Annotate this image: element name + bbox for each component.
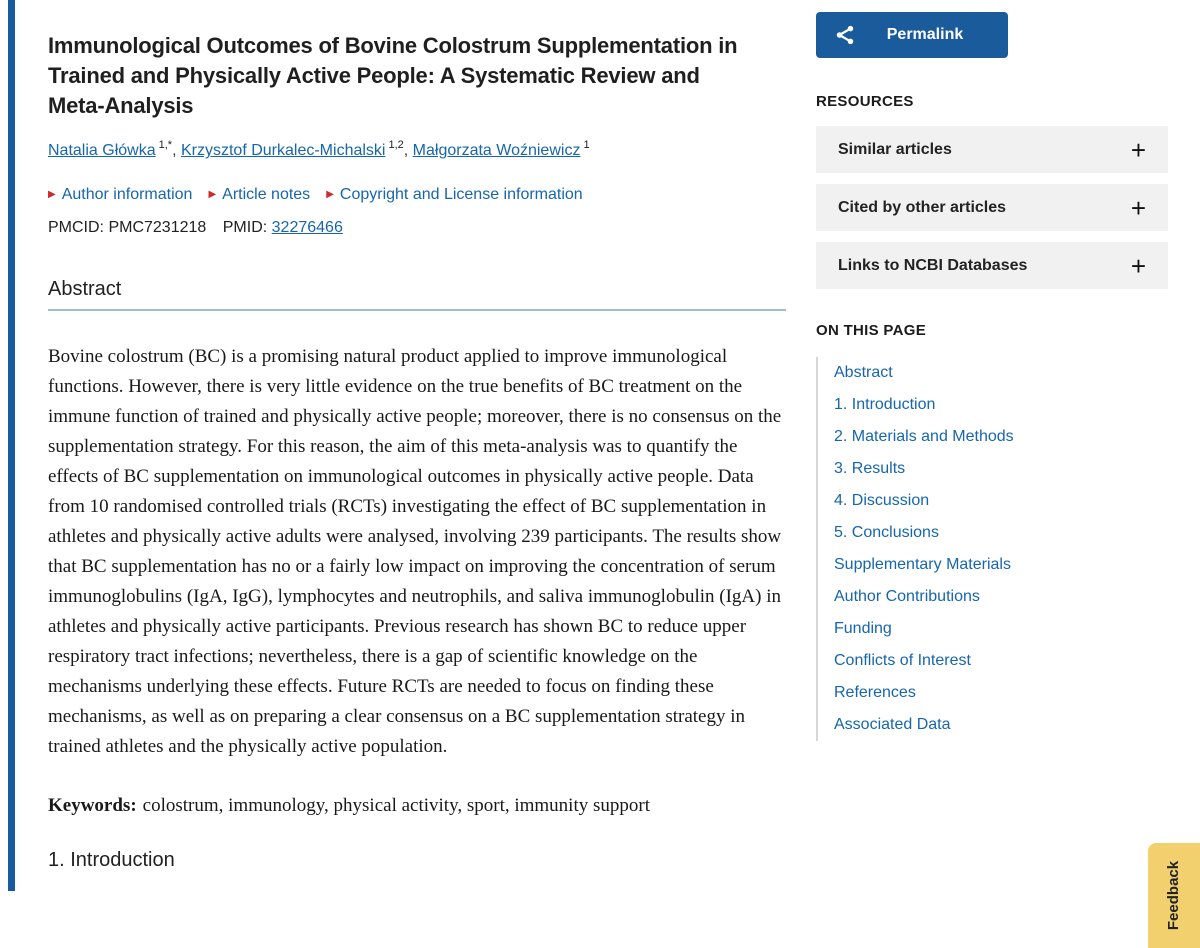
author-item (180, 139, 409, 160)
abstract-paragraph: Bovine colostrum (BC) is a promising natural product applied to improve immunological functions. However, there is very little evidence on the true benefits of BC treatment on the immune function of trained and physically active people; moreover, there is no consensus on the supplementation strategy. For this reason, the aim of this meta-analysis was to quantify the effects of BC supplementation on immunological outcomes in physically active people. Data from 10 randomised controlled trials (RCTs) investigating the effect of BC supplementation in athletes and physically active adults were analysed, involving 239 participants. The results show that BC supplementation has no or a fairly low impact on improving the concentration of serum immunoglobulins (IgA, IgG), lymphocytes and neutrophils, and saliva immunoglobulin (IgA) in athletes and physically active participants. Previous research has shown BC to reduce upper respiratory tract infections; nevertheless, there is a gap of scientific knowledge on the mechanisms underlying these effects. Future RCTs are needed to focus on finding these mechanisms, as well as on preparing a clear consensus on a BC supplementation strategy in trained athletes and the physically active population. (48, 346, 782, 758)
pmid-label: PMID: (222, 219, 268, 237)
resources-accordion-list (816, 126, 1168, 289)
toc-link-author-contributions[interactable]: Author Contributions (834, 588, 980, 605)
article-title: Immunological Outcomes of Bovine Colostrum Supplementation in Trained and Physically Active People: A Systematic Review and Meta-Analysis (48, 33, 738, 118)
article-ids-line (48, 219, 786, 237)
cited-by-accordion[interactable] (816, 184, 1168, 231)
pmcid-group (48, 219, 206, 236)
article-notes-link[interactable] (208, 186, 310, 204)
share-icon (834, 24, 856, 46)
similar-articles-label: Similar articles (838, 140, 952, 158)
disclosure-triangle-icon: ▶ (48, 189, 56, 201)
copyright-license-link[interactable] (326, 186, 583, 204)
disclosure-triangle-icon: ▶ (326, 189, 334, 201)
author-separator: , (172, 142, 177, 160)
toc-link-conclusions[interactable]: 5. Conclusions (834, 524, 939, 541)
article-info-links (48, 186, 786, 204)
permalink-label: Permalink (886, 26, 964, 43)
pmcid-label: PMCID: (48, 219, 104, 237)
toc-link-conflicts-of-interest[interactable]: Conflicts of Interest (834, 652, 971, 669)
keywords-line (48, 791, 786, 821)
ncbi-links-accordion[interactable] (816, 242, 1168, 289)
resources-heading: RESOURCES (816, 93, 914, 110)
similar-articles-accordion[interactable] (816, 126, 1168, 173)
sidebar (816, 0, 1168, 741)
pmid-link[interactable]: 32276466 (271, 219, 343, 237)
pmid-group (223, 219, 343, 236)
toc-link-results[interactable]: 3. Results (834, 460, 906, 477)
author-separator: , (403, 142, 409, 160)
abstract-heading: Abstract (48, 278, 786, 311)
introduction-heading: 1. Introduction (48, 849, 175, 872)
plus-icon: + (1130, 192, 1146, 223)
toc-link-discussion[interactable]: 4. Discussion (834, 492, 930, 509)
cited-by-label: Cited by other articles (838, 198, 1007, 216)
toc-link-abstract[interactable]: Abstract (834, 364, 893, 381)
keywords-label: Keywords: (48, 795, 137, 817)
permalink-button[interactable] (816, 12, 1008, 58)
toc-link-funding[interactable]: Funding (834, 620, 892, 637)
author-affiliation-sup: 1 (583, 139, 590, 151)
on-this-page-heading: ON THIS PAGE (816, 322, 926, 339)
toc-link-supplementary-materials[interactable]: Supplementary Materials (834, 556, 1011, 573)
disclosure-triangle-icon: ▶ (208, 189, 217, 201)
keywords-text: colostrum, immunology, physical activity, sport, immunity support (142, 795, 650, 817)
toc-link-references[interactable]: References (834, 684, 916, 701)
plus-icon: + (1130, 134, 1146, 165)
on-this-page-nav (816, 357, 1168, 741)
authors-line (48, 140, 786, 160)
toc-link-materials-methods[interactable]: 2. Materials and Methods (834, 428, 1014, 445)
copyright-license-label: Copyright and License information (339, 186, 583, 204)
author-affiliation-sup: 1,* (158, 139, 173, 151)
author-information-label: Author information (61, 186, 193, 204)
author-link-wozniewicz[interactable]: Małgorzata Woźniewicz (412, 142, 581, 160)
left-accent-bar (8, 0, 15, 891)
author-item (48, 139, 177, 160)
feedback-label: Feedback (1165, 860, 1183, 931)
author-affiliation-sup: 1,2 (388, 139, 404, 151)
feedback-tab[interactable] (1148, 843, 1200, 948)
plus-icon: + (1130, 250, 1146, 281)
author-link-durkalec[interactable]: Krzysztof Durkalec-Michalski (180, 142, 386, 160)
pmcid-value: PMC7231218 (108, 219, 207, 237)
author-information-link[interactable] (48, 186, 192, 204)
ncbi-links-label: Links to NCBI Databases (838, 256, 1028, 274)
article-main-column (48, 0, 786, 872)
author-link-glowka[interactable]: Natalia Główka (48, 142, 156, 160)
toc-link-associated-data[interactable]: Associated Data (834, 716, 951, 733)
author-item (412, 139, 590, 160)
article-notes-label: Article notes (222, 186, 311, 204)
toc-link-introduction[interactable]: 1. Introduction (834, 396, 936, 413)
